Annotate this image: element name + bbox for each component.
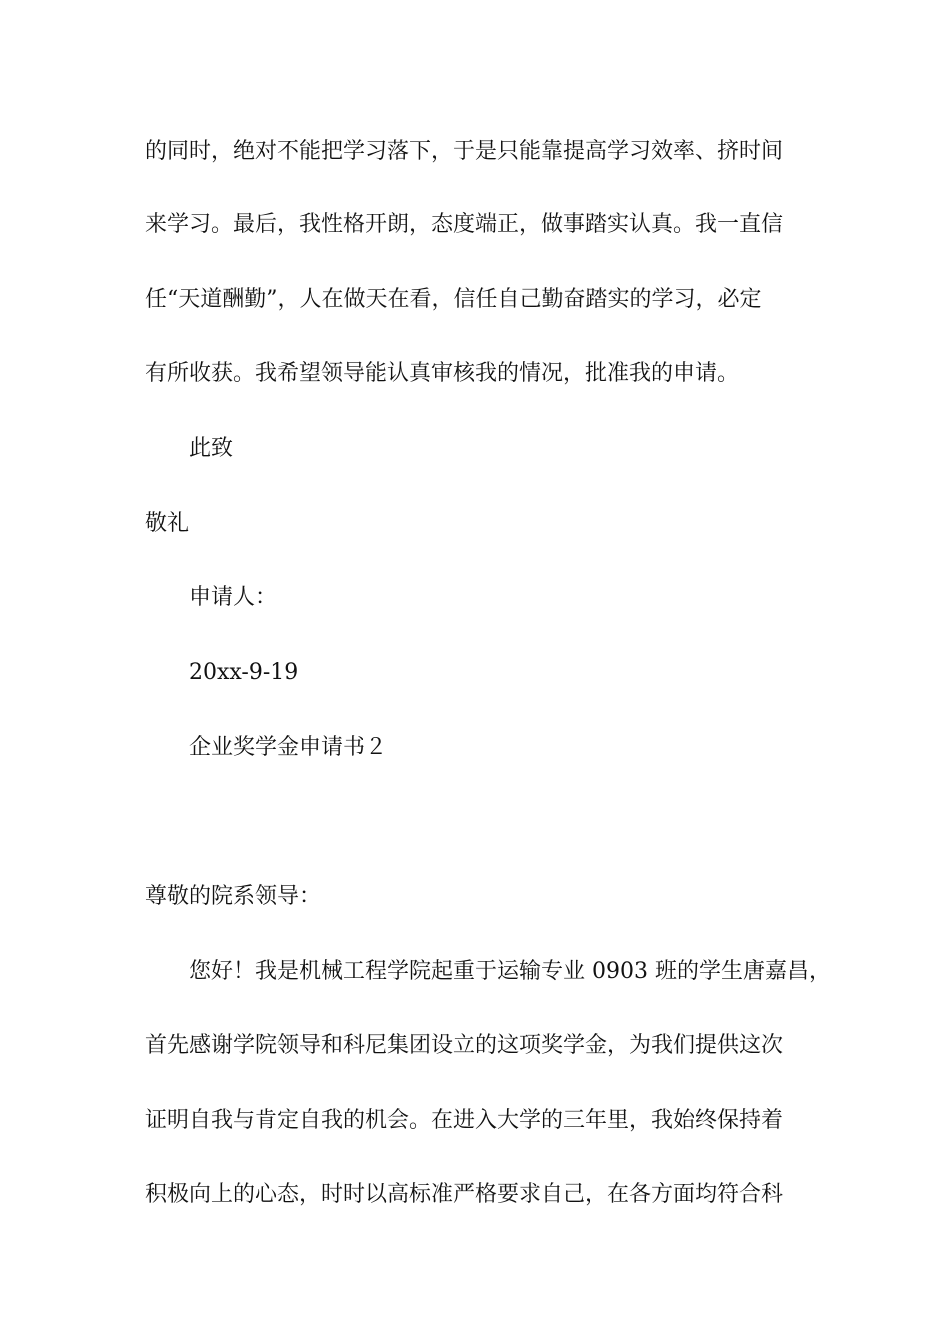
paragraph-line: 证明自我与肯定自我的机会。在进入大学的三年里，我始终保持着 — [145, 1108, 784, 1133]
closing-salutation: 此致 — [189, 436, 234, 461]
paragraph-line: 来学习。最后，我性格开朗，态度端正，做事踏实认真。我一直信 — [145, 212, 784, 237]
paragraph-line: 您好！我是机械工程学院起重于运输专业 0903 班的学生唐嘉昌， — [189, 959, 831, 984]
paragraph-line: 有所收获。我希望领导能认真审核我的情况，批准我的申请。 — [145, 361, 740, 386]
paragraph-line: 的同时，绝对不能把学习落下，于是只能靠提高学习效率、挤时间 — [145, 139, 784, 164]
paragraph-line: 首先感谢学院领导和科尼集团设立的这项奖学金，为我们提供这次 — [145, 1033, 784, 1058]
date-line: 20xx-9-19 — [189, 660, 299, 685]
applicant-label: 申请人： — [189, 585, 278, 610]
closing-regards: 敬礼 — [145, 511, 190, 536]
section-title: 企业奖学金申请书２ — [189, 735, 388, 760]
paragraph-line: 任“天道酬勤”，人在做天在看，信任自己勤奋踏实的学习，必定 — [145, 287, 762, 312]
paragraph-line: 积极向上的心态，时时以高标准严格要求自己，在各方面均符合科 — [145, 1182, 784, 1207]
greeting-line: 尊敬的院系领导： — [145, 884, 322, 909]
